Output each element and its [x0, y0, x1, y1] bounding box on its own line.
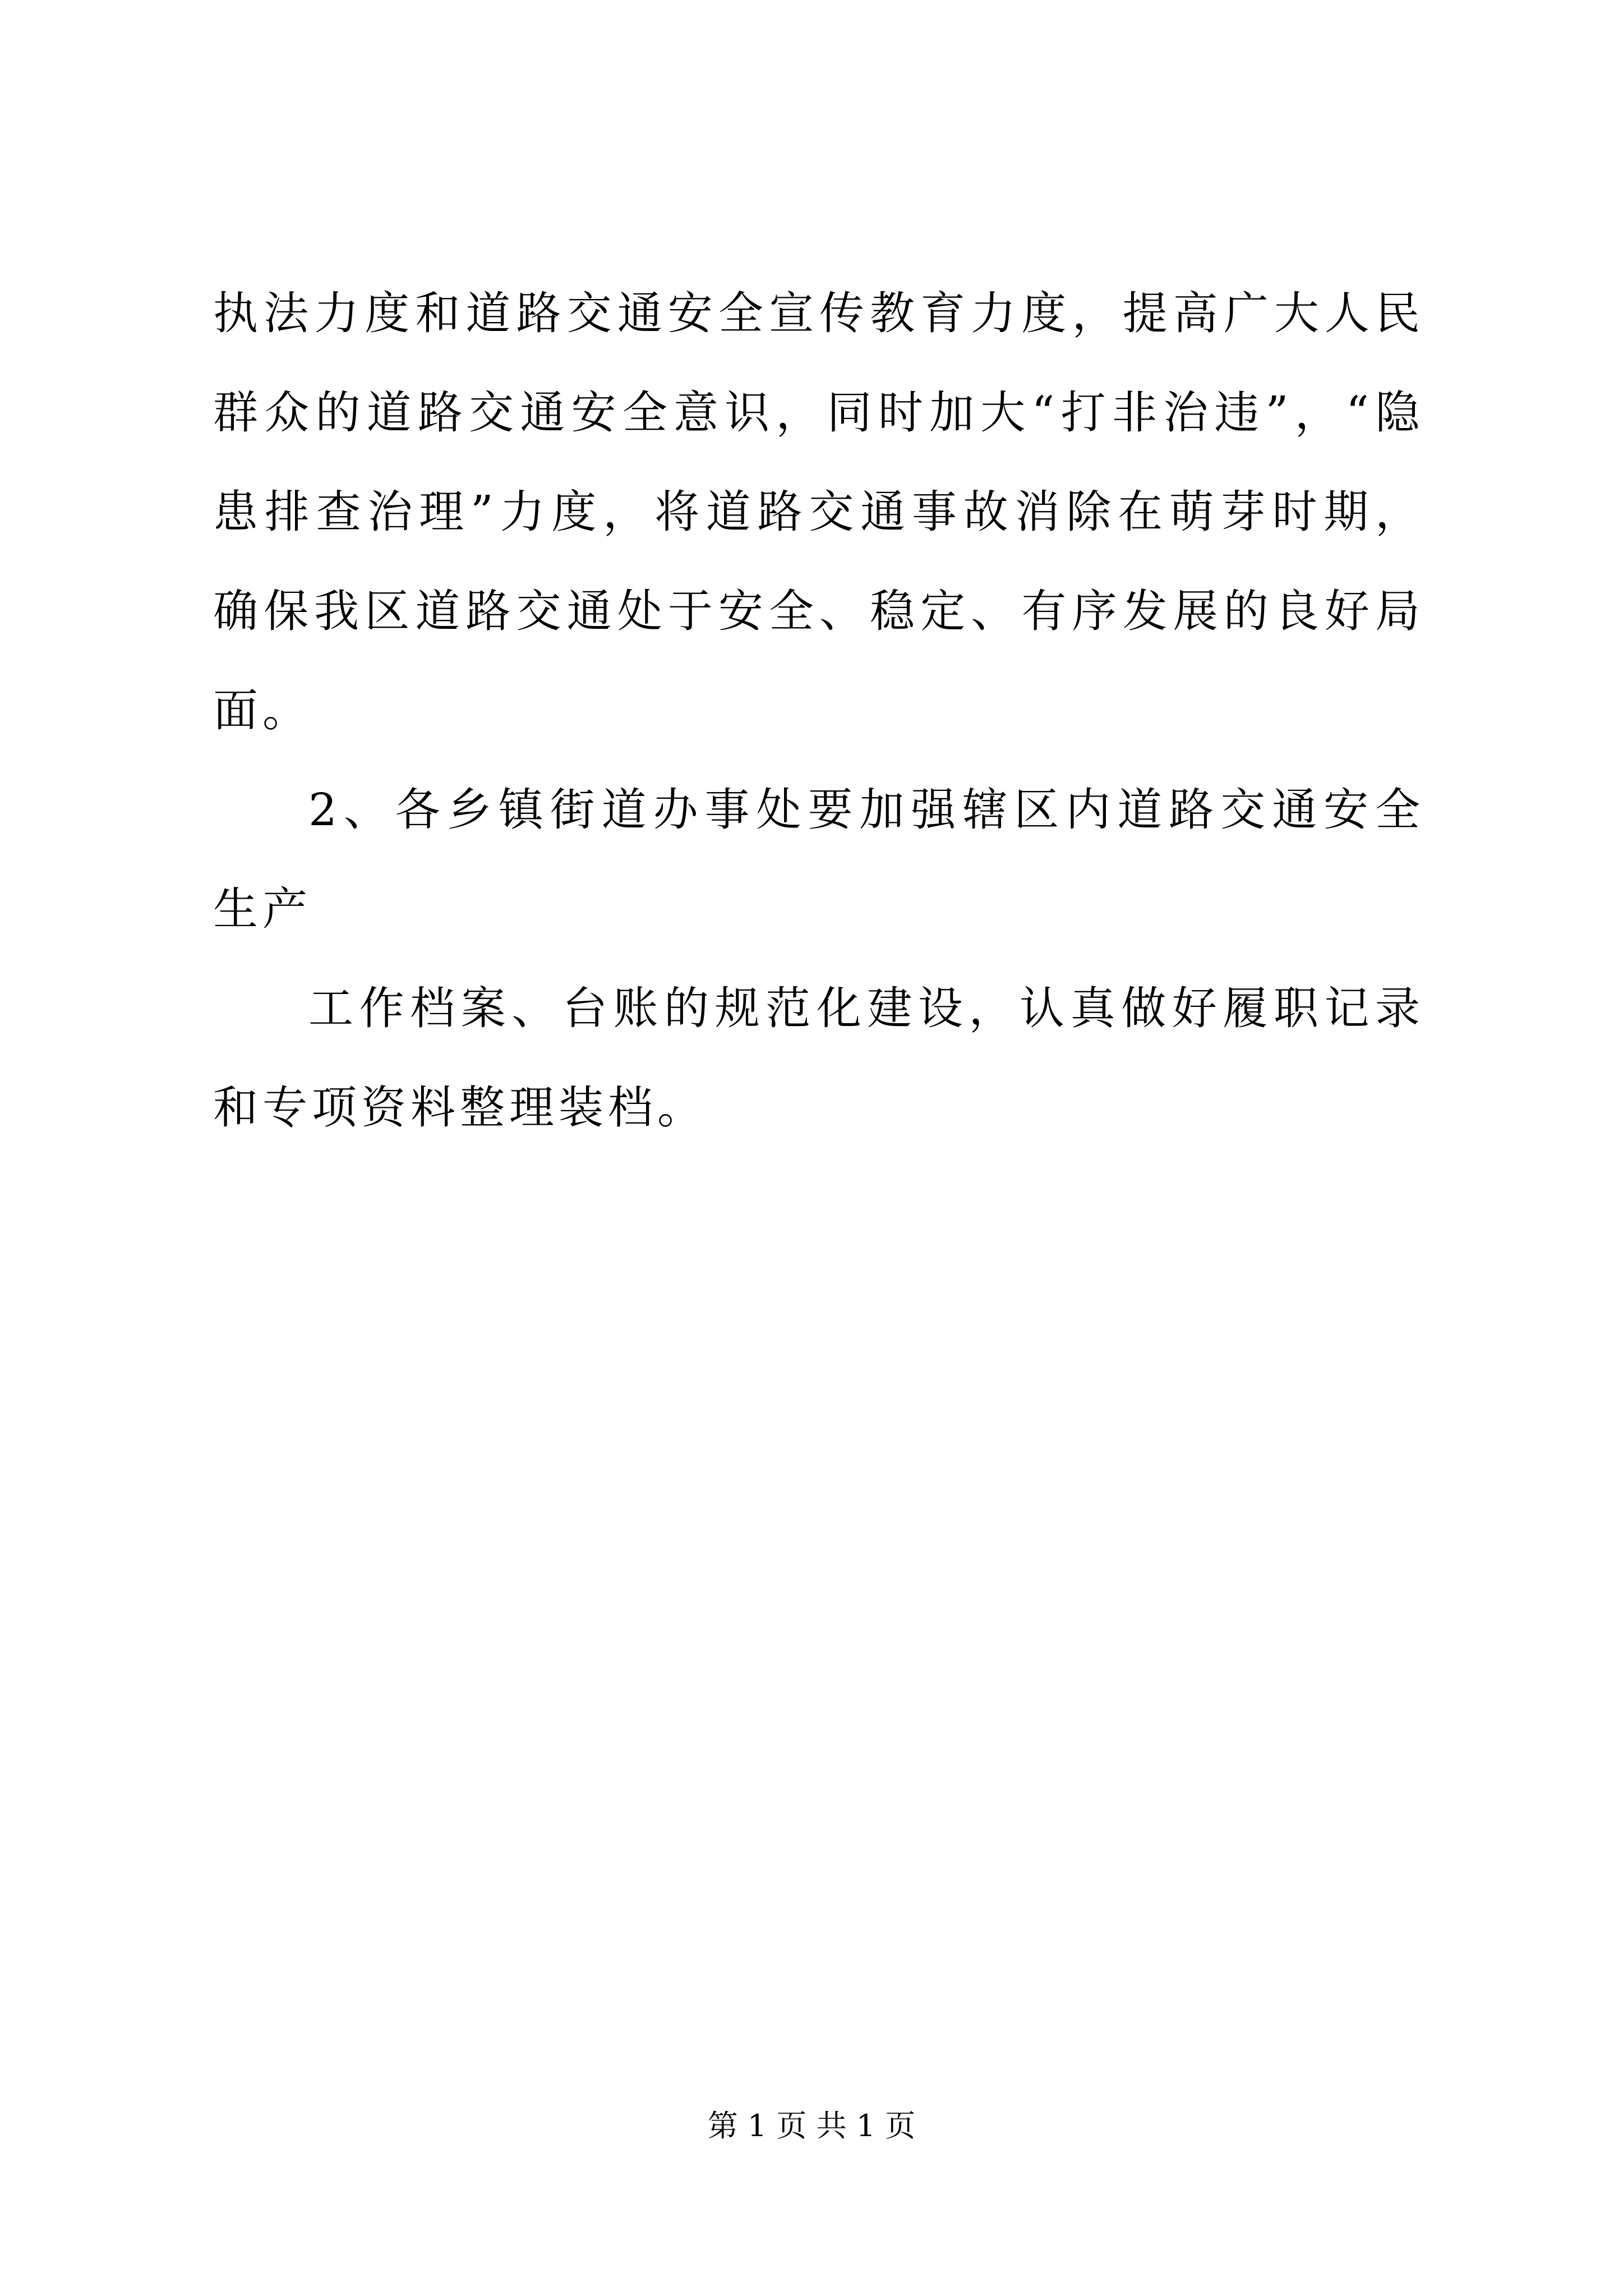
- document-body: [213, 264, 1424, 1157]
- paragraph-item-2: 2、各乡镇街道办事处要加强辖区内道路交通安全生产: [213, 784, 1424, 935]
- paragraph-continuation: 执法力度和道路交通安全宣传教育力度，提高广大人民群众的道路交通安全意识，同时加大“打非治违”，“隐患排查治理”力度，将道路交通事故消除在萌芽时期，确保我区道路交通处于安全、稳定、有序发展的良好局面。: [213, 287, 1424, 737]
- paragraph-item-2-continued: 工作档案、台账的规范化建设，认真做好履职记录和专项资料整理装档。: [213, 982, 1424, 1134]
- page-footer: 第 1 页 共 1 页: [707, 2108, 916, 2143]
